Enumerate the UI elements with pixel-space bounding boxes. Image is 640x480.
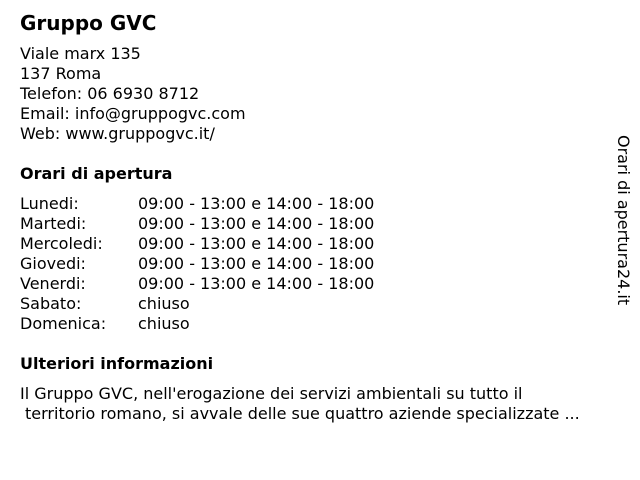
hours-row-friday xyxy=(20,274,374,294)
website: Web: www.gruppogvc.it/ xyxy=(20,124,215,143)
hours-value: 09:00 - 13:00 e 14:00 - 18:00 xyxy=(138,274,375,293)
description-line-1: Il Gruppo GVC, nell'erogazione dei servizi ambientali su tutto il xyxy=(20,384,523,403)
day-label: Sabato: xyxy=(20,294,82,313)
description xyxy=(20,384,580,424)
opening-hours-heading: Orari di apertura xyxy=(20,164,173,183)
contact-block xyxy=(20,44,246,144)
hours-row-monday xyxy=(20,194,374,214)
hours-row-thursday xyxy=(20,254,374,274)
company-name: Gruppo GVC xyxy=(20,11,157,35)
hours-value: chiuso xyxy=(138,294,190,313)
opening-hours-table xyxy=(20,194,374,334)
hours-row-wednesday xyxy=(20,234,374,254)
more-info-heading: Ulteriori informazioni xyxy=(20,354,214,373)
hours-value: 09:00 - 13:00 e 14:00 - 18:00 xyxy=(138,234,375,253)
hours-row-tuesday xyxy=(20,214,374,234)
hours-row-saturday xyxy=(20,294,374,314)
hours-value: 09:00 - 13:00 e 14:00 - 18:00 xyxy=(138,254,375,273)
watermark-site-name: Orari di apertura24.it xyxy=(614,135,633,306)
hours-value: 09:00 - 13:00 e 14:00 - 18:00 xyxy=(138,214,375,233)
phone-number: Telefon: 06 6930 8712 xyxy=(20,84,200,103)
day-label: Martedi: xyxy=(20,214,87,233)
hours-value: chiuso xyxy=(138,314,190,333)
day-label: Domenica: xyxy=(20,314,107,333)
hours-row-sunday xyxy=(20,314,374,334)
email-address: Email: info@gruppogvc.com xyxy=(20,104,246,123)
day-label: Mercoledi: xyxy=(20,234,103,253)
hours-value: 09:00 - 13:00 e 14:00 - 18:00 xyxy=(138,194,375,213)
day-label: Giovedi: xyxy=(20,254,86,273)
day-label: Lunedi: xyxy=(20,194,79,213)
address-city: 137 Roma xyxy=(20,64,102,83)
description-line-2: territorio romano, si avvale delle sue quattro aziende specializzate ... xyxy=(25,404,580,423)
day-label: Venerdi: xyxy=(20,274,86,293)
address-street: Viale marx 135 xyxy=(20,44,141,63)
